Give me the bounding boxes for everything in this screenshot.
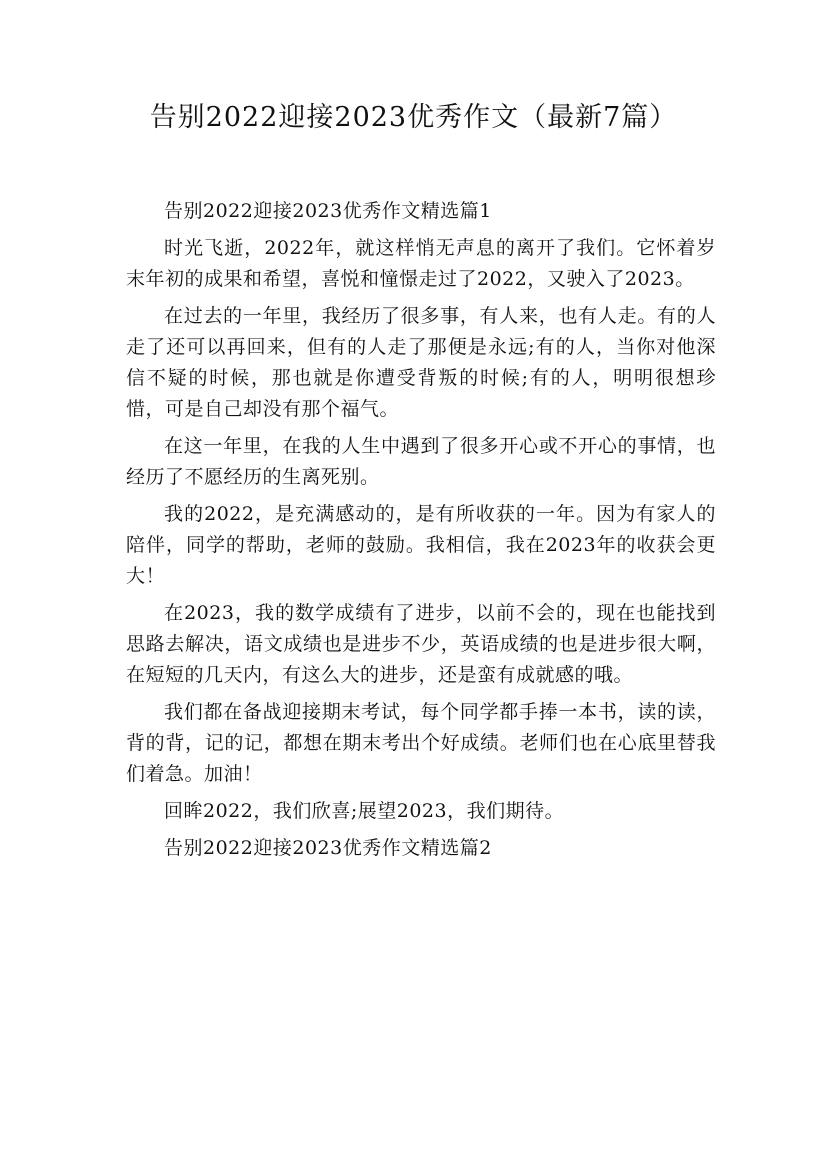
paragraph: 回眸2022，我们欣喜;展望2023，我们期待。 <box>164 800 565 822</box>
section-heading-2: 告别2022迎接2023优秀作文精选篇2 <box>164 837 492 859</box>
paragraph: 我的2022，是充满感动的，是有所收获的一年。因为有家人的陪伴，同学的帮助，老师的鼓励。我相信，我在2023年的收获会更大！ <box>126 503 716 587</box>
document-title: 告别2022迎接2023优秀作文（最新7篇） <box>149 102 678 133</box>
paragraph: 在这一年里，在我的人生中遇到了很多开心或不开心的事情，也经历了不愿经历的生离死别。 <box>126 435 716 488</box>
section-heading-1: 告别2022迎接2023优秀作文精选篇1 <box>164 200 492 222</box>
paragraph: 在2023，我的数学成绩有了进步，以前不会的，现在也能找到思路去解决，语文成绩也是进步不少，英语成绩的也是进步很大啊，在短短的几天内，有这么大的进步，还是蛮有成就感的哦。 <box>126 602 716 686</box>
paragraph: 时光飞逝，2022年，就这样悄无声息的离开了我们。它怀着岁末年初的成果和希望，喜悦和憧憬走过了2022，又驶入了2023。 <box>126 237 716 290</box>
document-body <box>126 196 716 870</box>
paragraph: 在过去的一年里，我经历了很多事，有人来，也有人走。有的人走了还可以再回来，但有的人走了那便是永远;有的人，当你对他深信不疑的时候，那也就是你遭受背叛的时候;有的人，明明很想珍惜，可是自己却没有那个福气。 <box>126 305 716 420</box>
paragraph: 我们都在备战迎接期末考试，每个同学都手捧一本书，读的读，背的背，记的记，都想在期末考出个好成绩。老师们也在心底里替我们着急。加油！ <box>126 701 716 785</box>
